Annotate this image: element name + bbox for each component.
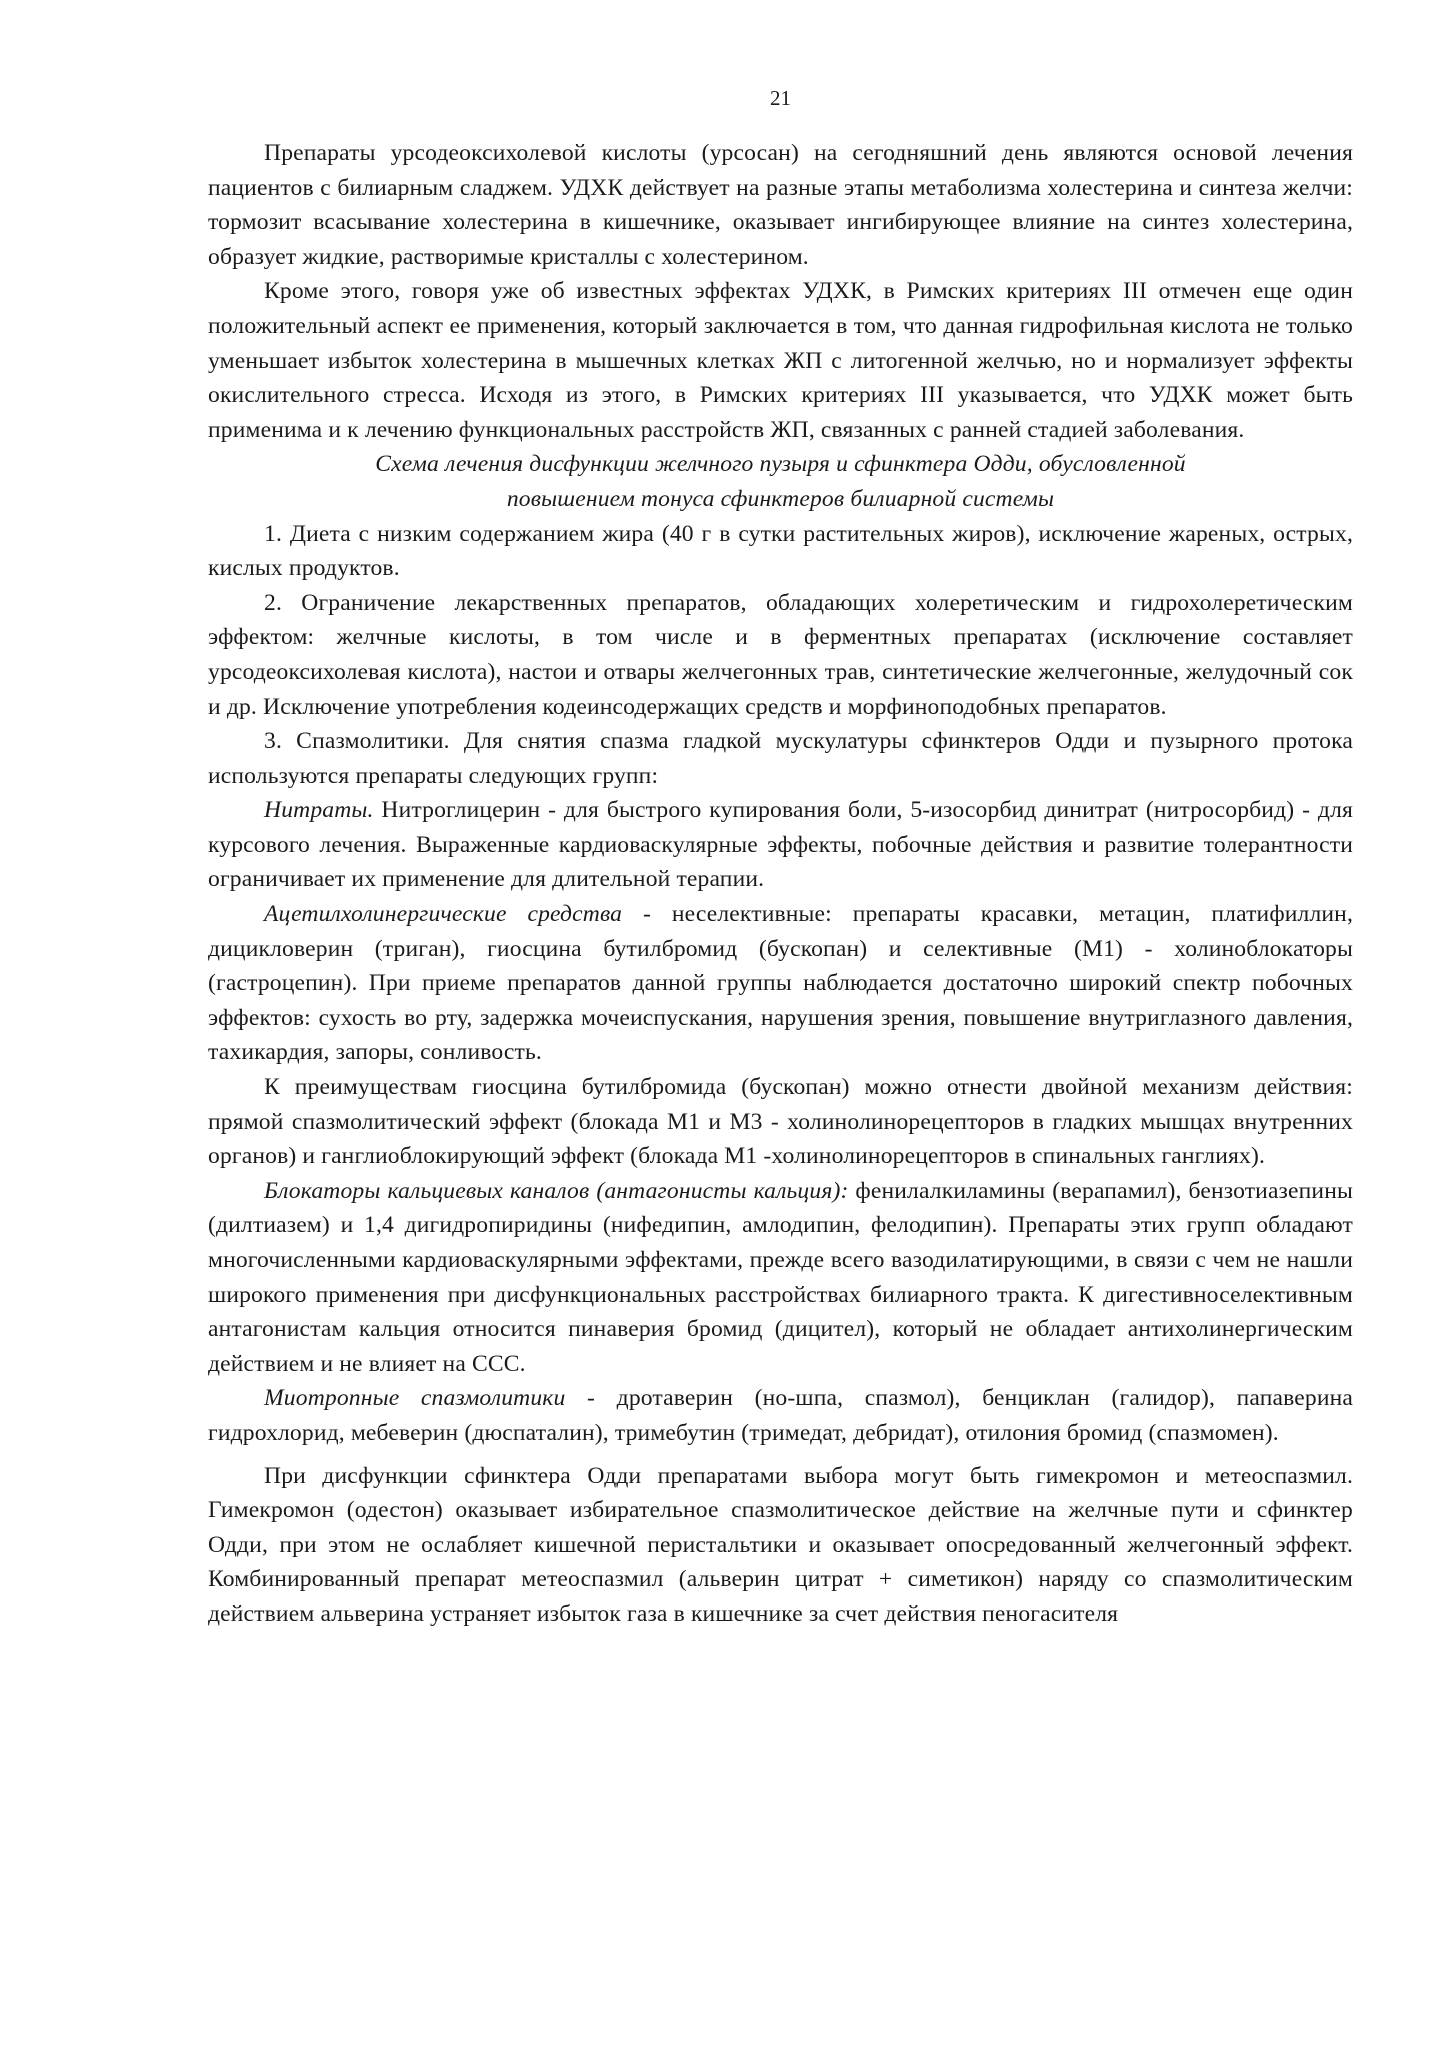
paragraph-myotropic: [208, 1381, 1353, 1450]
text-acetylcholinergic: - неселективные: препараты красавки, метацин, платифиллин, дицикловерин (триган), гиосцина бутилбромид (бускопан) и селективные (М1) - холиноблокаторы (гастроцепин). При приеме препаратов данной группы наблюдается достаточно широкий спектр побочных эффектов: сухость во рту, задержка мочеиспускания, нарушения зрения, повышение внутриглазного давления, тахикардия, запоры, сонливость.: [208, 901, 1353, 1066]
paragraph-oddi-dysfunction: При дисфункции сфинктера Одди препаратами выбора могут быть гимекромон и метеоспазмил. Гимекромон (одестон) оказывает избирательное спазмолитическое действие на желчные пути и сфинктер Одди, при этом не ослабляет кишечной перистальтики и оказывает опосредованный желчегонный эффект. Комбинированный препарат метеоспазмил (альверин цитрат + симетикон) наряду со спазмолитическим действием альверина устраняет избыток газа в кишечнике за счет действия пеногасителя: [208, 1462, 1353, 1627]
term-nitrates: Нитраты.: [264, 797, 374, 824]
term-calcium-blockers: Блокаторы кальциевых каналов (антагонисты кальция):: [264, 1177, 849, 1204]
page-content: [208, 136, 1353, 1632]
section-heading-line-2: повышением тонуса сфинктеров билиарной системы: [506, 485, 1055, 512]
page-number: 21: [770, 86, 791, 110]
section-heading-line-1: Схема лечения дисфункции желчного пузыря и сфинктера Одди, обусловленной: [375, 451, 1186, 478]
paragraph-nitrates: [208, 793, 1353, 897]
term-acetylcholinergic: Ацетилхолинергические средства: [264, 901, 623, 928]
paragraph-rome-criteria: Кроме этого, говоря уже об известных эффектах УДХК, в Римских критериях III отмечен еще один положительный аспект ее применения, который заключается в том, что данная гидрофильная кислота не только уменьшает избыток холестерина в мышечных клетках ЖП с литогенной желчью, но и нормализует эффекты окислительного стресса. Исходя из этого, в Римских критериях III указывается, что УДХК может быть применима и к лечению функциональных расстройств ЖП, связанных с ранней стадией заболевания.: [208, 278, 1353, 443]
section-heading: [208, 447, 1353, 516]
list-item-spasmolytics: 3. Спазмолитики. Для снятия спазма гладкой мускулатуры сфинктеров Одди и пузырного протока используются препараты следующих групп:: [208, 728, 1353, 789]
paragraph-buscopan: К преимуществам гиосцина бутилбромида (бускопан) можно отнести двойной механизм действия: прямой спазмолитический эффект (блокада М1 и М3 - холинолинорецепторов в гладких мышцах внутренних органов) и ганглиоблокирующий эффект (блокада М1 -холинолинорецепторов в спинальных ганглиях).: [208, 1074, 1353, 1170]
list-item-diet: 1. Диета с низким содержанием жира (40 г в сутки растительных жиров), исключение жареных, острых, кислых продуктов.: [208, 520, 1353, 582]
paragraph-udca: Препараты урсодеоксихолевой кислоты (урсосан) на сегодняшний день являются основой лечения пациентов с билиарным сладжем. УДХК действует на разные этапы метаболизма холестерина и синтеза желчи: тормозит всасывание холестерина в кишечнике, оказывает ингибирующее влияние на синтез холестерина, образует жидкие, растворимые кристаллы с холестерином.: [208, 140, 1353, 270]
text-calcium-blockers: фенилалкиламины (верапамил), бензотиазепины (дилтиазем) и 1,4 дигидропиридины (нифедипин, амлодипин, фелодипин). Препараты этих групп обладают многочисленными кардиоваскулярными эффектами, прежде всего вазодилатирующими, в связи с чем не нашли широкого применения при дисфункциональных расстройствах билиарного тракта. К дигестивноселективным антагонистам кальция относится пинаверия бромид (дицител), который не обладает антихолинергическим действием и не влияет на ССС.: [208, 1177, 1353, 1377]
term-myotropic: Миотропные спазмолитики: [264, 1385, 566, 1412]
text-nitrates: Нитроглицерин - для быстрого купирования боли, 5-изосорбид динитрат (нитросорбид) - для курсового лечения. Выраженные кардиоваскулярные эффекты, побочные действия и развитие толерантности ограничивает их применение для длительной терапии.: [208, 797, 1353, 893]
list-item-restriction: 2. Ограничение лекарственных препаратов, обладающих холеретическим и гидрохолеретическим эффектом: желчные кислоты, в том числе и в ферментных препаратах (исключение составляет урсодеоксихолевая кислота), настои и отвары желчегонных трав, синтетические желчегонные, желудочный сок и др. Исключение употребления кодеинсодержащих средств и морфиноподобных препаратов.: [208, 589, 1353, 720]
text-myotropic: - дротаверин (но-шпа, спазмол), бенциклан (галидор), папаверина гидрохлорид, мебеверин (дюспаталин), тримебутин (тримедат, дебридат), отилония бромид (спазмомен).: [208, 1385, 1353, 1446]
paragraph-calcium-blockers: [208, 1174, 1353, 1382]
paragraph-acetylcholinergic: [208, 897, 1353, 1070]
